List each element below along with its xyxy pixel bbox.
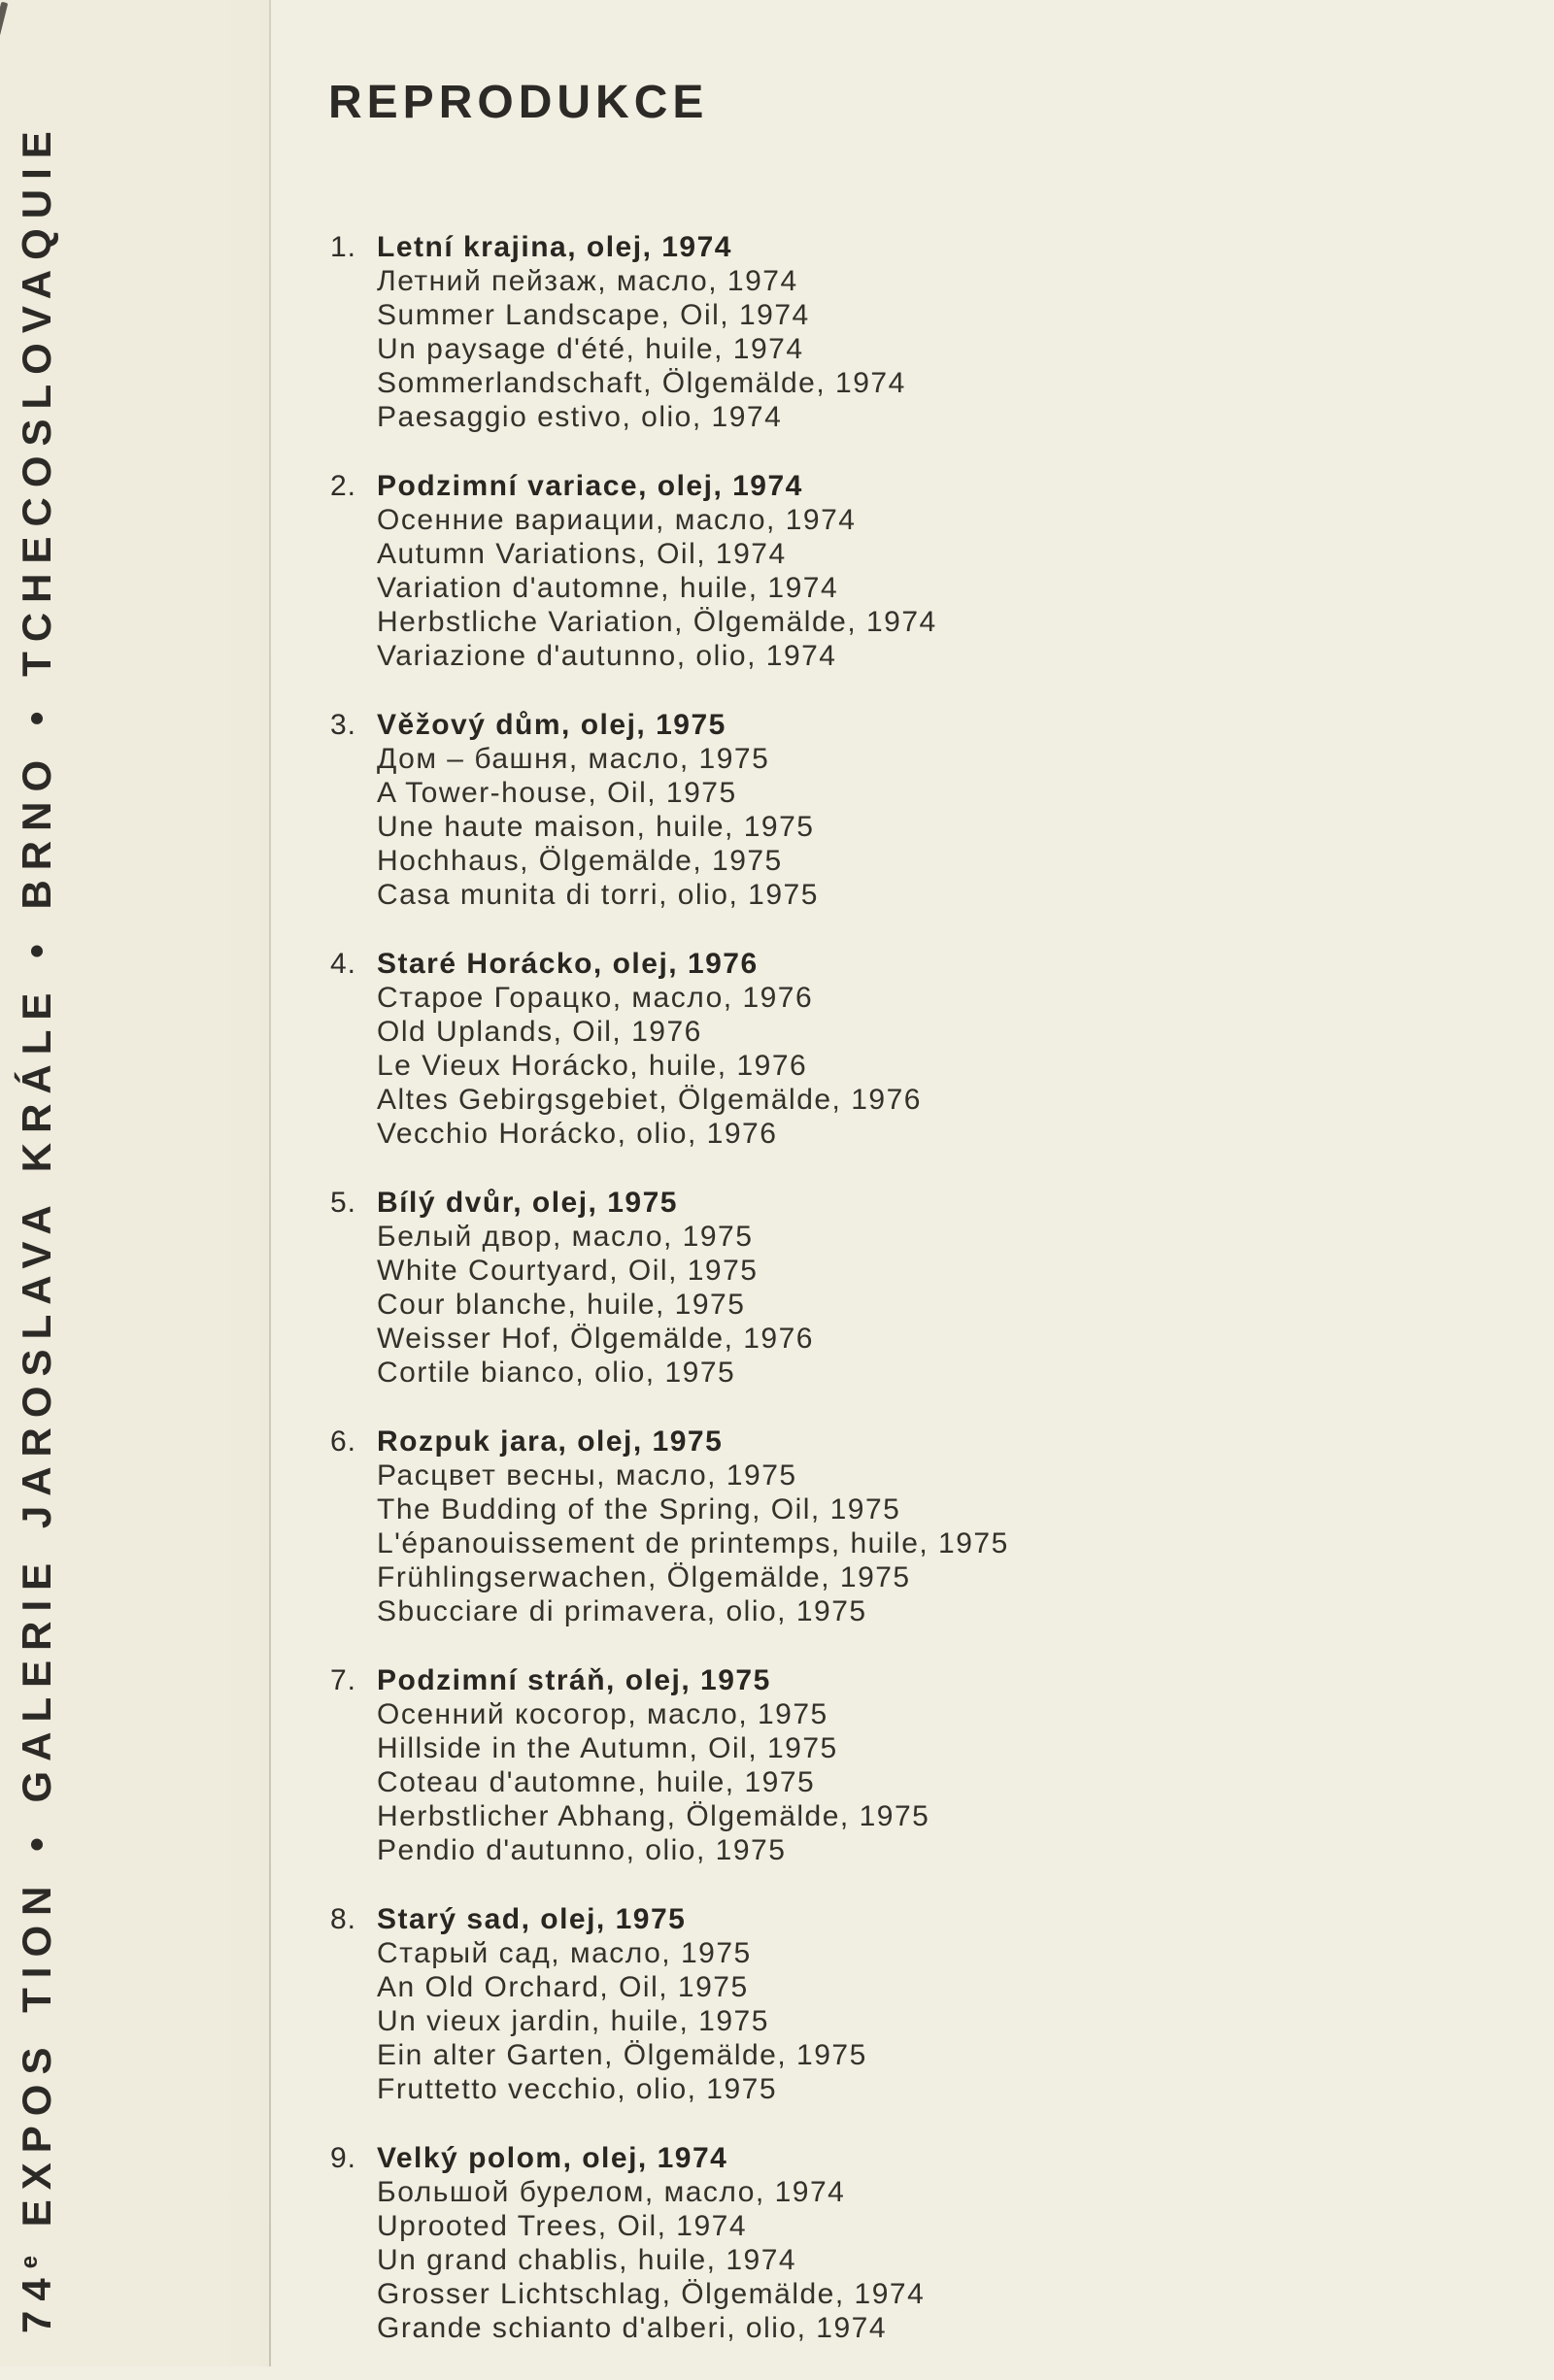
entry-line-english: A Tower-house, Oil, 1975 [377, 777, 737, 809]
entry-line-russian: Старое Горацко, масло, 1976 [377, 982, 814, 1014]
catalog-entry [313, 469, 1478, 673]
entry-title-czech: Podzimní stráň, olej, 1975 [377, 1664, 771, 1696]
entry-line-french: Cour blanche, huile, 1975 [377, 1289, 746, 1321]
entry-text [377, 1425, 1478, 1628]
entry-number: 9. [329, 2142, 356, 2174]
catalog-entry [313, 230, 1478, 434]
entry-line-russian: Осенний косогор, масло, 1975 [377, 1698, 828, 1730]
entry-line-english: Summer Landscape, Oil, 1974 [377, 299, 810, 331]
entry-title-czech: Starý sad, olej, 1975 [377, 1903, 687, 1935]
entry-line-italian: Paesaggio estivo, olio, 1974 [377, 401, 783, 433]
entry-line-french: L'épanouissement de printemps, huile, 1975 [377, 1527, 1009, 1559]
entry-title-czech: Podzimní variace, olej, 1974 [377, 470, 803, 502]
entry-line-german: Herbstlicher Abhang, Ölgemälde, 1975 [377, 1800, 930, 1832]
entry-number: 3. [329, 709, 356, 741]
catalog-entry [313, 708, 1478, 912]
entry-line-russian: Расцвет весны, масло, 1975 [377, 1459, 797, 1492]
entry-line-english: White Courtyard, Oil, 1975 [377, 1255, 759, 1287]
entry-line-german: Sommerlandschaft, Ölgemälde, 1974 [377, 367, 906, 399]
entry-line-italian: Fruttetto vecchio, olio, 1975 [377, 2073, 778, 2105]
entry-line-english: Old Uplands, Oil, 1976 [377, 1016, 702, 1048]
catalog-entry [313, 1902, 1478, 2106]
entry-line-italian: Sbucciare di primavera, olio, 1975 [377, 1595, 867, 1627]
entry-line-french: Coteau d'automne, huile, 1975 [377, 1766, 816, 1798]
entry-line-russian: Старый сад, масло, 1975 [377, 1937, 752, 1969]
entry-number: 5. [329, 1187, 356, 1219]
catalog-entry [313, 1425, 1478, 1628]
entry-line-russian: Большой бурелом, масло, 1974 [377, 2176, 846, 2208]
entry-title-czech: Staré Horácko, olej, 1976 [377, 948, 759, 980]
entry-line-russian: Летний пейзаж, масло, 1974 [377, 265, 798, 297]
entry-line-russian: Осенние вариации, масло, 1974 [377, 504, 857, 536]
entry-line-german: Herbstliche Variation, Ölgemälde, 1974 [377, 606, 937, 638]
entry-line-french: Un vieux jardin, huile, 1975 [377, 2005, 769, 2037]
entry-number: 6. [329, 1425, 356, 1458]
entry-number: 1. [329, 231, 356, 263]
entry-line-french: Le Vieux Horácko, huile, 1976 [377, 1050, 808, 1082]
entry-text [377, 947, 1478, 1151]
entry-text [377, 708, 1478, 912]
entry-title-czech: Velký polom, olej, 1974 [377, 2142, 728, 2174]
catalog-entry [313, 1663, 1478, 1867]
entry-line-german: Altes Gebirgsgebiet, Ölgemälde, 1976 [377, 1084, 922, 1116]
entry-line-english: The Budding of the Spring, Oil, 1975 [377, 1493, 901, 1525]
page-fold-line [269, 0, 271, 2366]
entry-line-english: Autumn Variations, Oil, 1974 [377, 538, 787, 570]
exhibition-ordinal: e [17, 2253, 43, 2269]
entry-text [377, 1902, 1478, 2106]
entry-line-english: Hillside in the Autumn, Oil, 1975 [377, 1732, 838, 1764]
entry-line-french: Un grand chablis, huile, 1974 [377, 2244, 797, 2276]
entry-line-german: Ein alter Garten, Ölgemälde, 1975 [377, 2039, 867, 2071]
entry-line-italian: Vecchio Horácko, olio, 1976 [377, 1118, 778, 1150]
entry-line-french: Une haute maison, huile, 1975 [377, 811, 815, 843]
entry-line-english: Uprooted Trees, Oil, 1974 [377, 2210, 748, 2242]
entry-line-english: An Old Orchard, Oil, 1975 [377, 1971, 749, 2003]
entry-line-russian: Белый двор, масло, 1975 [377, 1221, 754, 1253]
entry-title-czech: Bílý dvůr, olej, 1975 [377, 1187, 678, 1219]
entry-line-italian: Casa munita di torri, olio, 1975 [377, 879, 819, 911]
catalog-entry [313, 2141, 1478, 2345]
entry-text [377, 1663, 1478, 1867]
entry-line-french: Variation d'automne, huile, 1974 [377, 572, 839, 604]
entry-line-italian: Pendio d'autunno, olio, 1975 [377, 1834, 787, 1866]
entry-line-italian: Variazione d'autunno, olio, 1974 [377, 640, 837, 672]
page-title: REPRODUKCE [328, 77, 709, 128]
entry-text [377, 230, 1478, 434]
entry-title-czech: Letní krajina, olej, 1974 [377, 231, 732, 263]
entry-line-russian: Дом – башня, масло, 1975 [377, 743, 770, 775]
entry-line-german: Weisser Hof, Ölgemälde, 1976 [377, 1323, 814, 1355]
catalog-entry [313, 1186, 1478, 1390]
entry-line-german: Frühlingserwachen, Ölgemälde, 1975 [377, 1561, 911, 1593]
entry-title-czech: Věžový dům, olej, 1975 [377, 709, 726, 741]
entry-number: 2. [329, 470, 356, 502]
entry-number: 7. [329, 1664, 356, 1696]
entry-line-french: Un paysage d'été, huile, 1974 [377, 333, 804, 365]
entry-title-czech: Rozpuk jara, olej, 1975 [377, 1425, 724, 1458]
entry-line-italian: Grande schianto d'alberi, olio, 1974 [377, 2312, 888, 2344]
entry-line-german: Grosser Lichtschlag, Ölgemälde, 1974 [377, 2278, 926, 2310]
entry-line-german: Hochhaus, Ölgemälde, 1975 [377, 845, 783, 877]
entry-number: 4. [329, 948, 356, 980]
catalog-entry [313, 947, 1478, 1151]
entry-text [377, 469, 1478, 673]
entry-number: 8. [329, 1903, 356, 1935]
entry-line-italian: Cortile bianco, olio, 1975 [377, 1357, 736, 1389]
exhibition-number: 74 [14, 2268, 59, 2333]
reproduction-list [313, 230, 1478, 2380]
entry-text [377, 2141, 1478, 2345]
spine-caption [0, 9, 60, 2359]
entry-text [377, 1186, 1478, 1390]
spine-caption-text: EXPOS TION • GALERIE JAROSLAVA KRÁLE • BRNO • TCHECOSLOVAQUIE [14, 121, 59, 2228]
